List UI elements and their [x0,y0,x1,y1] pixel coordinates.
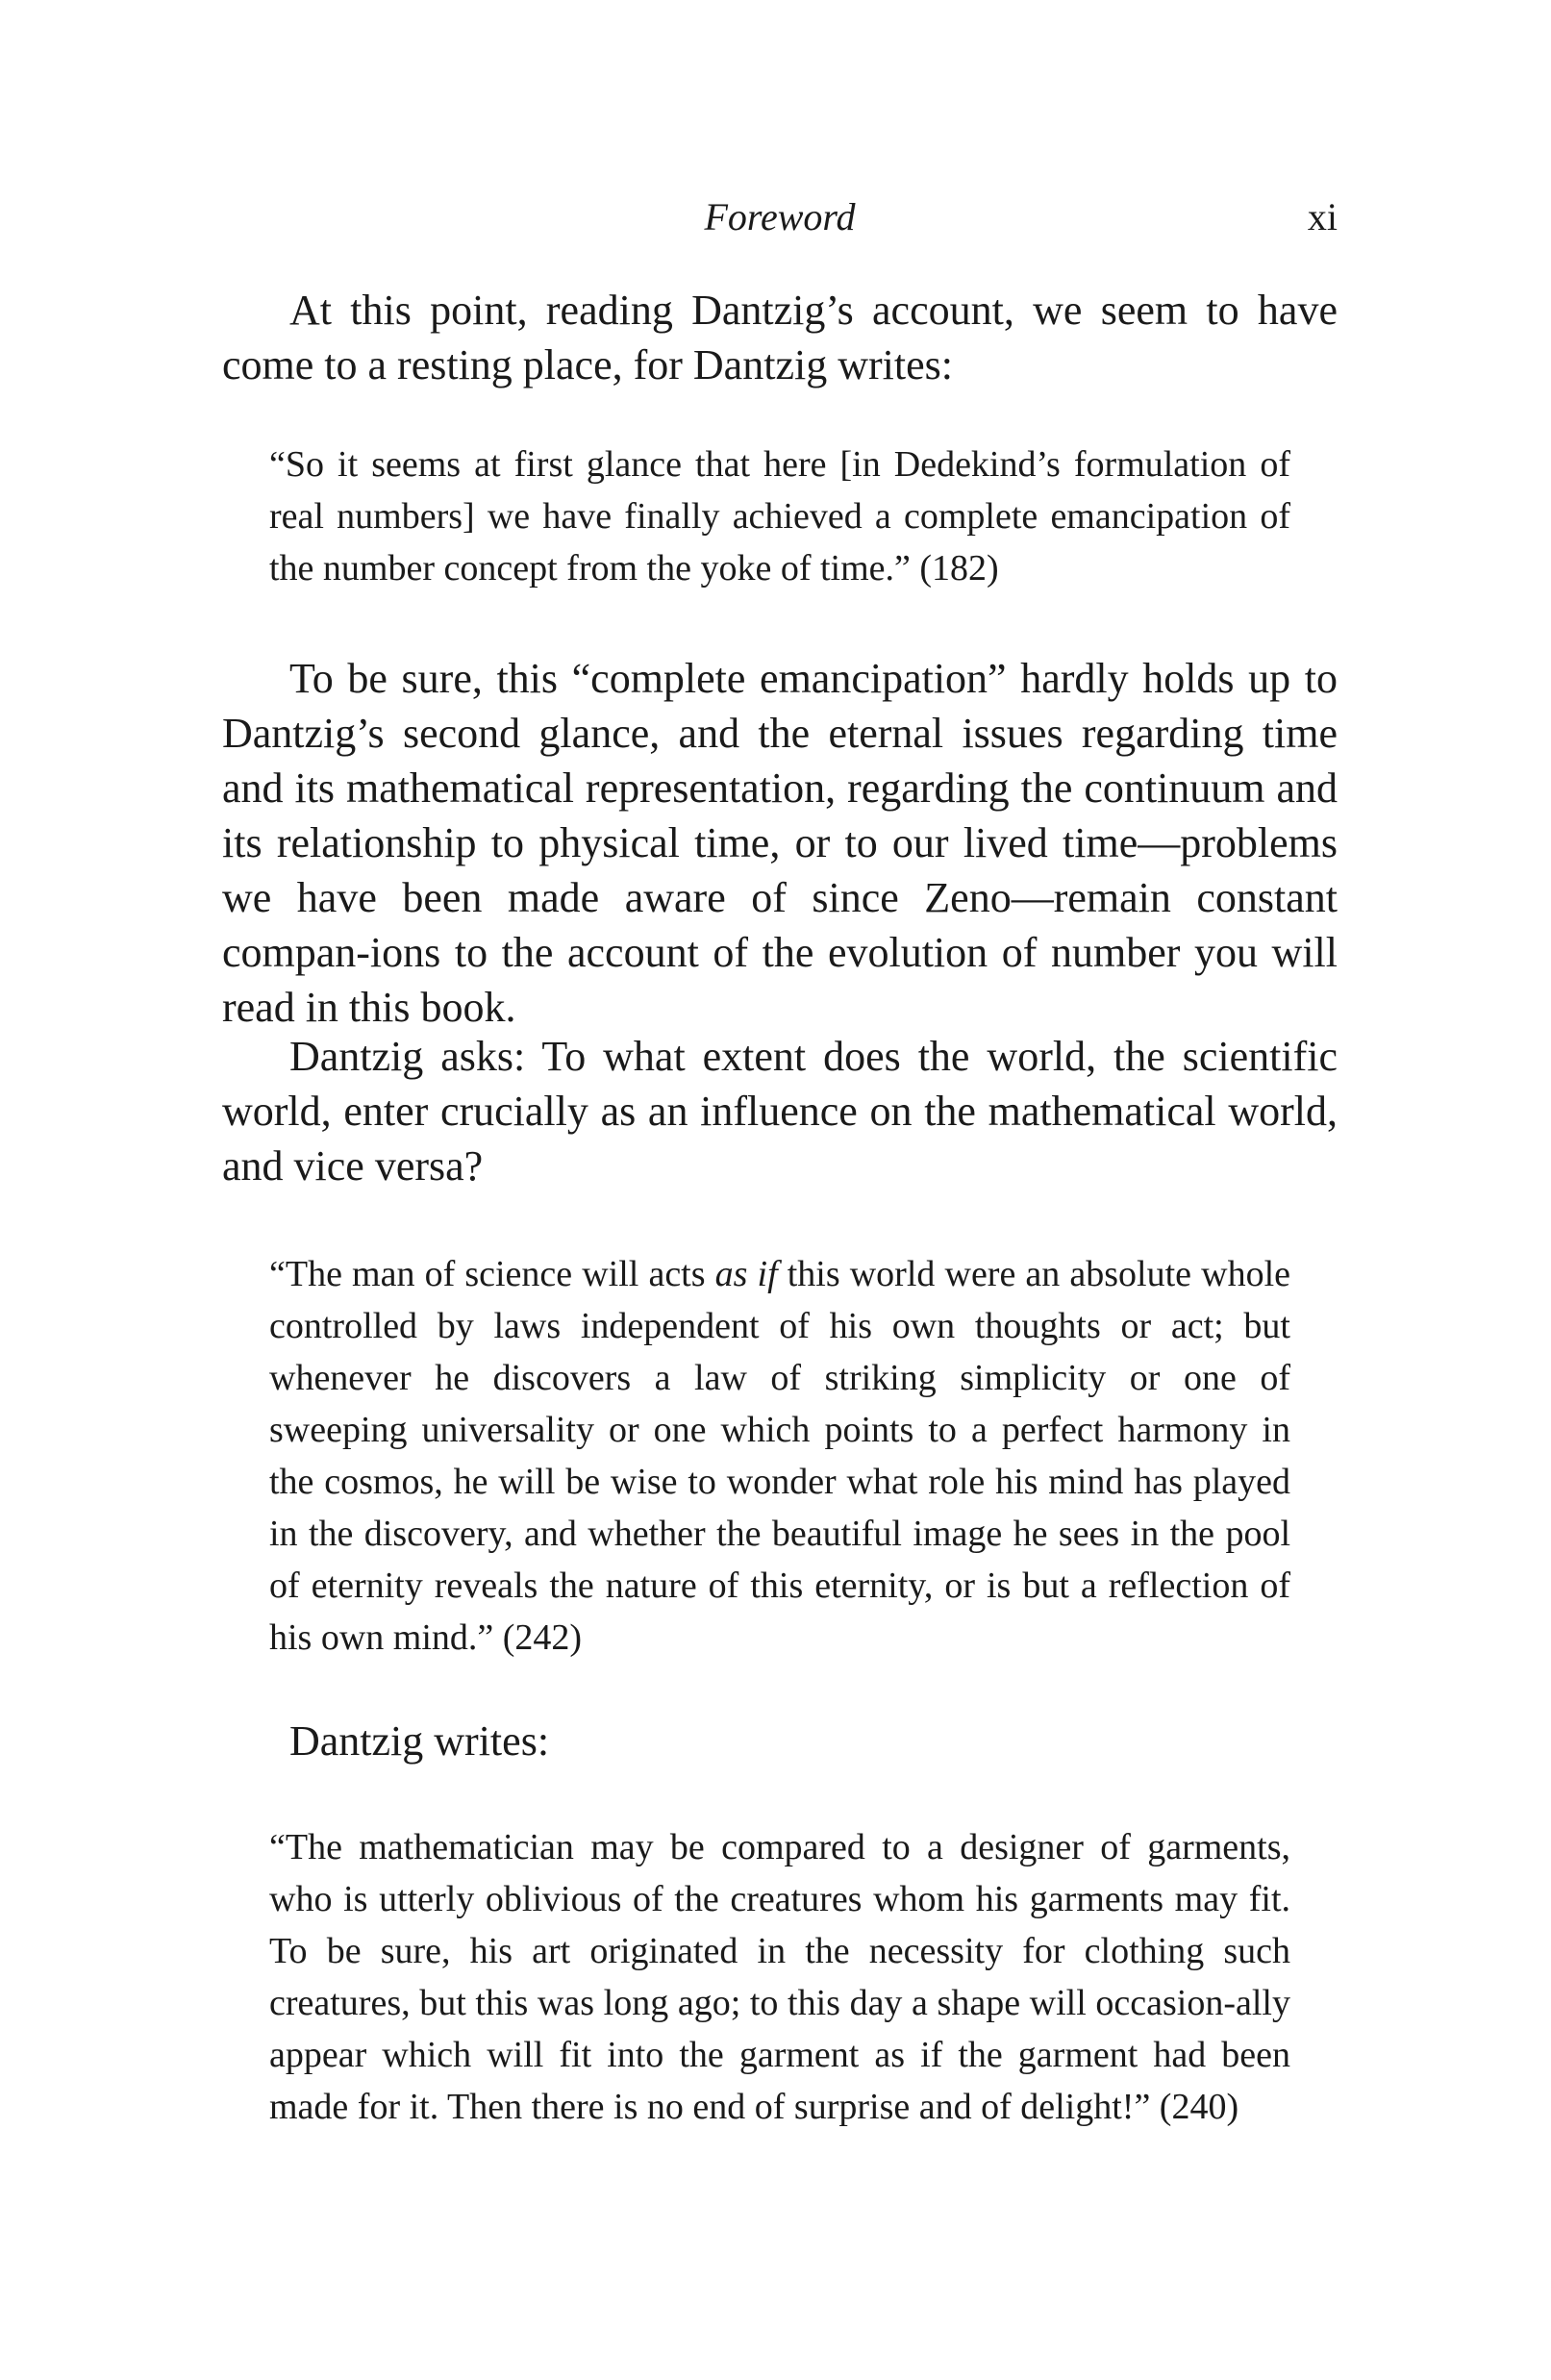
quote-text-start: “The man of science will acts [269,1254,715,1294]
block-quote-dedekind: “So it seems at first glance that here [in Dedekind’s formulation of real numbers] we have finally achieved a complete emancipation of the number concept from the yoke of time.” (182) [269,444,1290,589]
block-quote-man-of-science [269,1248,1290,1664]
paragraph-resting-place: At this point, reading Dantzig’s account, we seem to have come to a resting place, for Dantzig writes: [222,287,1338,388]
quote-text-end: this world were an absolute whole controlled by laws independent of his own thoughts or act; but whenever he discovers a law of striking simplicity or one of sweeping universality or one which points to a perfect harmony in the cosmos, he will be wise to wonder what role his mind has played in the discovery, and whether the beautiful image he sees in the pool of eternity reveals the nature of this eternity, or is but a reflection of his own mind.” (242) [269,1254,1290,1658]
running-head-title: Foreword [704,195,856,238]
paragraph-complete-emancipation: To be sure, this “complete emancipation” hardly holds up to Dantzig’s second glance, and the eternal issues regarding time and its mathematical representation, regarding the continuum and its relationship to physical time, or to our lived time—problems we have been made aware of since Zeno—remain constant compan-ions to the account of the evolution of number you will read in this book. [222,655,1338,1031]
quote-italic-as-if: as if [714,1254,778,1294]
running-head [222,188,1338,246]
paragraph-dantzig-asks: Dantzig asks: To what extent does the world, the scientific world, enter crucially as an influence on the mathematical world, and vice versa? [222,1033,1338,1190]
page-number: xi [1307,195,1338,238]
block-quote-mathematician-garments: “The mathematician may be compared to a designer of garments, who is utterly oblivious of the creatures whom his garments may fit. To be sure, his art originated in the necessity for clothing such creatures, but this was long ago; to this day a shape will occasion-ally appear which will fit into the garment as if the garment had been made for it. Then there is no end of surprise and of delight!” (240) [269,1827,1290,2127]
paragraph-dantzig-writes: Dantzig writes: [289,1717,550,1765]
